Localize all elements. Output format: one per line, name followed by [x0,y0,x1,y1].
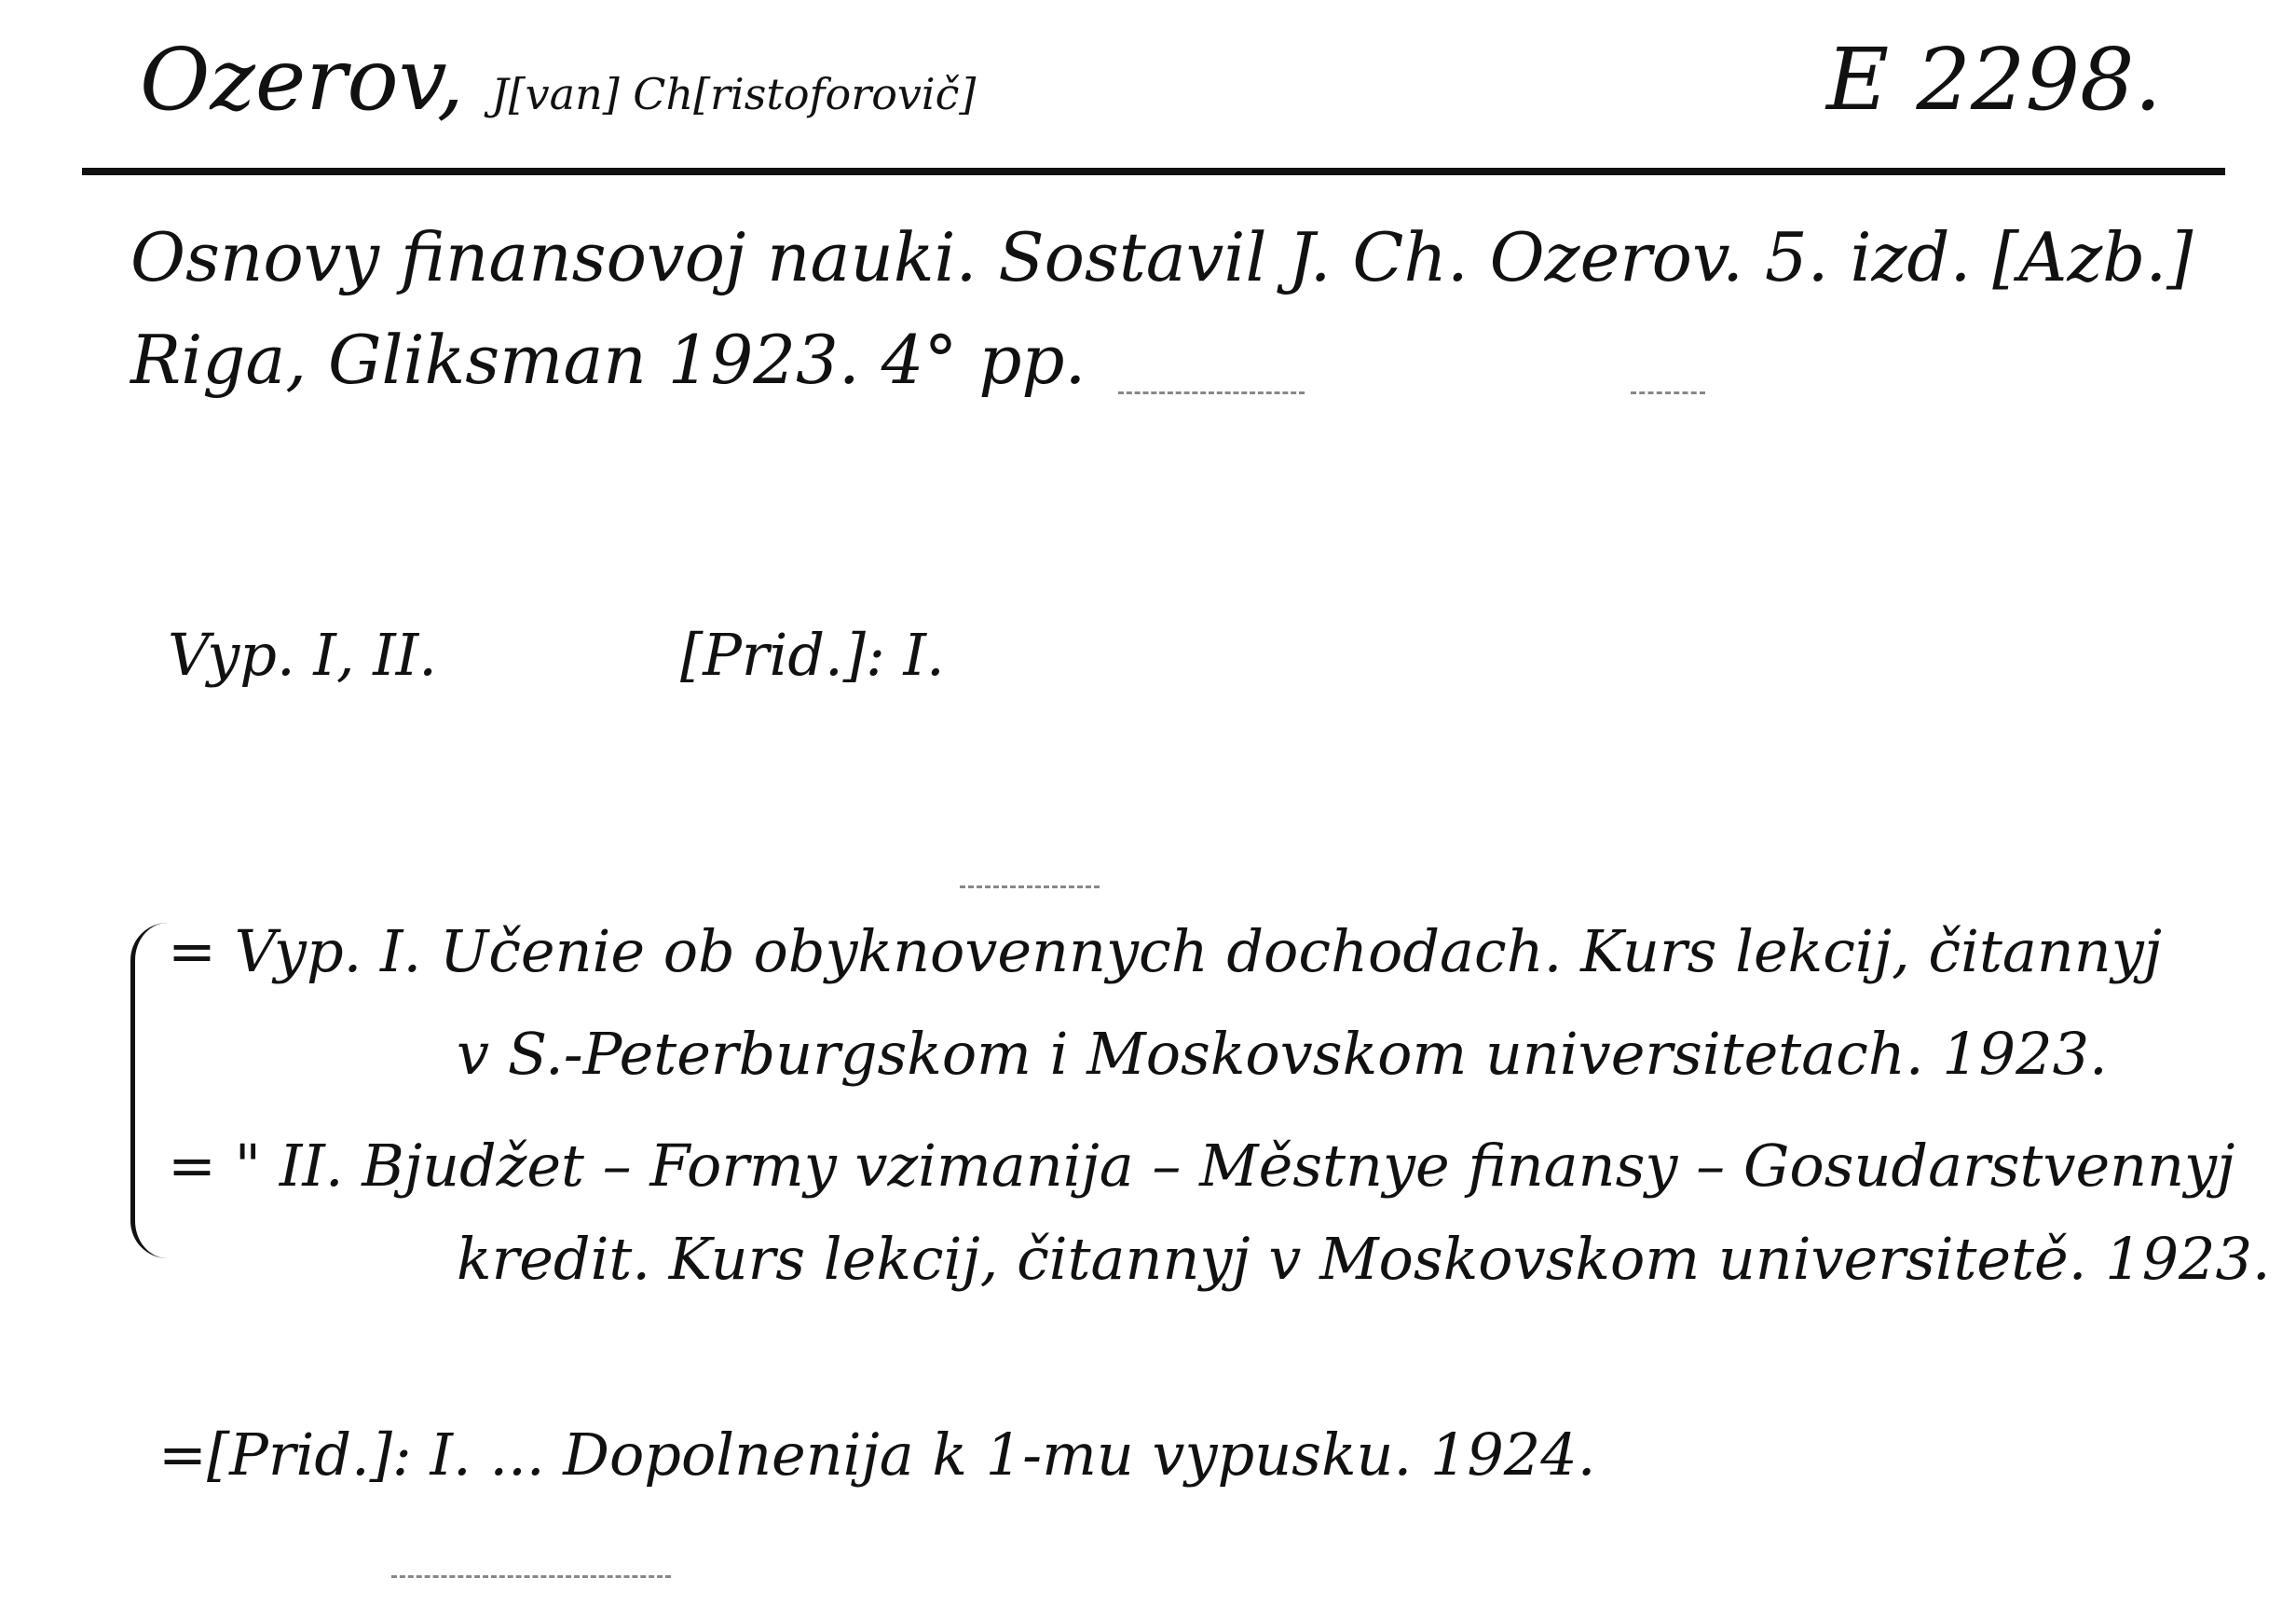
author-surname: Ozerov, [140,30,465,130]
supplement-entry: =[Prid.]: I. ... Dopolnenija k 1-mu vypusku. 1924. [158,1421,1596,1489]
author-heading [140,30,977,130]
dotted-mark [1631,391,1705,394]
contents-brace [130,923,172,1258]
holdings-supplement: [Prid.]: I. [680,621,945,689]
contents-vol1-line2: v S.-Peterburgskom i Moskovskom universitetach. 1923. [457,1020,2108,1088]
dotted-mark [960,885,1100,888]
holdings-volumes: Vyp. I, II. [168,621,437,689]
call-number: E 2298. [1826,30,2162,130]
imprint-line: Riga, Gliksman 1923. 4° pp. [130,321,1086,399]
contents-vol2-line2: kredit. Kurs lekcij, čitannyj v Moskovskom universitetě. 1923. [457,1225,2271,1293]
title-line-1: Osnovy finansovoj nauki. Sostavil J. Ch. Ozerov. 5. izd. [Azb.] [130,218,2194,296]
contents-vol1-line1: = Vyp. I. Učenie ob obyknovennych dochodach. Kurs lekcij, čitannyj [168,917,2162,985]
author-full-name: J[van] Ch[ristoforovič] [491,69,977,119]
contents-vol2-line1: = " II. Bjudžet – Formy vzimanija – Městnye finansy – Gosudarstvennyj [168,1132,2235,1200]
dotted-mark [1118,391,1305,394]
dotted-mark [391,1575,671,1578]
heading-rule [82,168,2225,175]
